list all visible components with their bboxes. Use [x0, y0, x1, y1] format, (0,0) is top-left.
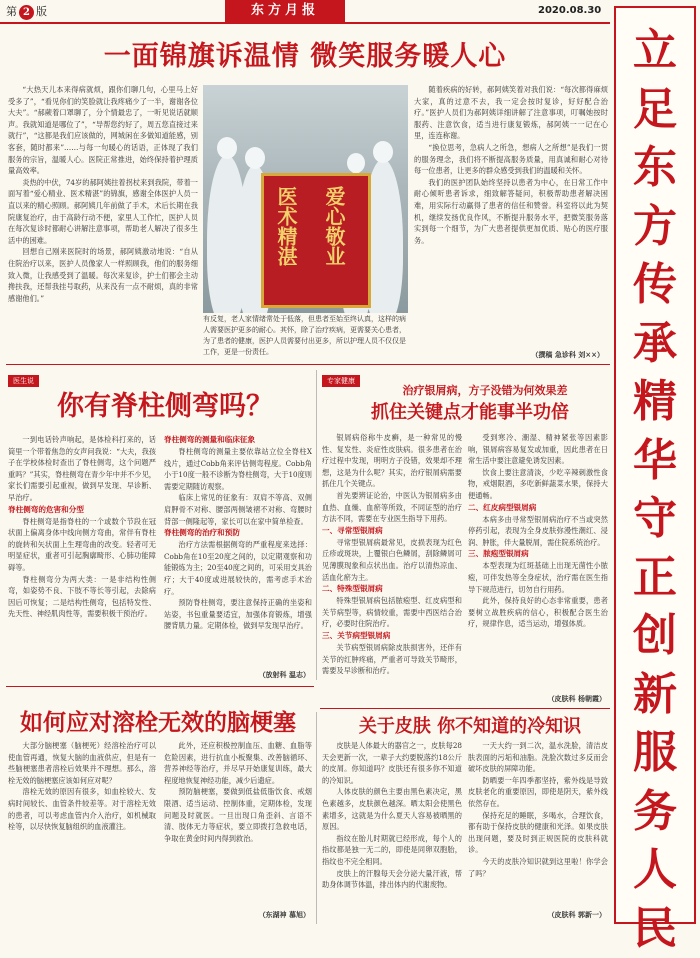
article3-sub4: 二、红皮病型银屑病	[468, 502, 608, 514]
article1-col1-p3: 回想自己刚来医院时的场景，郝阿姨激动地说：“自从住院治疗以来，医护人员像家人一样照顾我，他们的服务细致入微，让我感受到了温暖。每次来复诊，护士们都会主动搀扶我，还帮我挂号取药，从来没有一点不耐烦，真的非常感谢他们。”	[8, 246, 198, 304]
article5-col2-p3: 保持充足的睡眠，多喝水，合理饮食，都有助于保持皮肤的健康和光泽。如果皮肤出现问题，要及时到正规医院的皮肤科就诊。	[468, 810, 608, 856]
article1-col1-p1: “大热天儿本来得病就烦，跟你们聊几句，心里马上好受多了”，“看见你们的笑脸就让我疼痛少了一半，谢谢各位大夫”。“郝蕨着口罩聊了，分个情最忠了，一听见说话就顺声。我就知道是哪位了”，“导帮您约好了，周五您直接过来就行”，“这都是我们应该做的，网城闲在多做知道能感，别客套，随时都来”……与每一句暖心的话语，正体现了我们服务的宗旨，温暖人心。医院正常推进，始终保持着护理质量高效率。	[8, 84, 198, 177]
article4-headline: 如何应对溶栓无效的脑梗塞	[8, 704, 308, 737]
article1-col2-p3: 我们的医护团队始终坚持以患者为中心，在日常工作中耐心倾听患者诉求，细致解答疑问，积极帮助患者解决困难，用实际行动赢得了患者的信任和赞誉。科室将以此为契机，继续发扬优良作风，不断提升服务水平，把微笑服务落实到每一个细节，为广大患者提供更加优质、贴心的医疗服务。	[414, 177, 608, 247]
article3-sub1: 一、寻常型银屑病	[322, 525, 462, 537]
slogan-char: 精	[633, 373, 677, 432]
article2-tag-box	[8, 368, 39, 384]
article3-p1: 银屑病俗称牛皮癣，是一种常见的慢性、复发性、炎症性皮肤病。很多患者在治疗过程中发现，明明方子没错，效果却不理想，这是为什么呢？其实，治疗银屑病需要抓住几个关键点。	[322, 432, 462, 490]
article1-col1-p2: 炎热的中伏，74岁的郝阿姨拄着拐杖来到我院，带着一面写着“爱心精业、医术精湛”的锦旗，感谢全体医护人员一直以来的精心照顾。郝阿姨几年前做了手术，术后长期在我院康复治疗，由于高龄行动不便，家里人工作忙，医护人员在每次复诊时都耐心讲解注意事项，帮助老人解决了很多生活中的困难。	[8, 177, 198, 247]
article1-col2	[414, 84, 608, 334]
article3-p4: 特殊型银屑病包括脓疱型、红皮病型和关节病型等，病情较重，需要中西医结合治疗，必要时住院治疗。	[322, 595, 462, 630]
article3-headline: 抓住关键点才能事半功倍	[330, 398, 610, 424]
article1-signature: （撰稿 急诊科 刘××）	[414, 350, 604, 360]
person-head	[217, 137, 237, 159]
slogan-char: 承	[633, 315, 677, 374]
article4-col2	[164, 740, 312, 908]
silk-banner	[261, 173, 371, 308]
issue-date: 2020.08.30	[538, 5, 601, 16]
slogan-char: 民	[633, 900, 677, 958]
article3-col2-p3: 此外，保持良好的心态非常重要，患者要树立战胜疾病的信心，积极配合医生治疗，规律作息，适当运动，增强体质。	[468, 595, 608, 630]
slogan-char: 服	[633, 724, 677, 783]
section-divider	[6, 686, 314, 687]
article3-col2-p1: 受到寒冷、潮湿、精神紧张等因素影响，银屑病容易复发或加重，因此患者在日常生活中要注意避免诱发因素。	[468, 432, 608, 467]
banner-text-left: 医术精湛	[274, 186, 298, 266]
article3-p7: 本型表现为红斑基础上出现无菌性小脓疱，可伴发热等全身症状，治疗需在医生指导下规范进行，切勿自行用药。	[468, 560, 608, 595]
article3-p5: 关节病型银屑病除皮肤损害外，还伴有关节的红肿疼痛，严重者可导致关节畸形，需要及早诊断和治疗。	[322, 642, 462, 677]
article2-p4: 临床上常见的征象有：双肩不等高、双侧肩胛骨不对称、腰部两侧皱褶不对称、弯腰时背部一侧隆起等，家长可以在家中简单检查。	[164, 492, 312, 527]
article2-headline: 你有脊柱侧弯吗？	[30, 384, 300, 423]
article5-col1	[322, 740, 462, 924]
article3-col1	[322, 432, 462, 702]
slogan-char: 方	[633, 198, 677, 257]
article5-col1-p4: 皮肤上的汗腺每天会分泌大量汗液，帮助身体调节体温，排出体内的代谢废物。	[322, 868, 462, 891]
slogan-char: 务	[633, 783, 677, 842]
article3-p6: 本病多由寻常型银屑病治疗不当或突然停药引起，表现为全身皮肤弥漫性潮红、浸润、肿胀，伴大量脱屑，需住院系统治疗。	[468, 514, 608, 549]
slogan-char: 传	[633, 256, 677, 315]
article2-col2	[164, 434, 312, 666]
article3-col2-p2: 饮食上要注意清淡，少吃辛辣刺激性食物，戒烟限酒，多吃新鲜蔬菜水果，保持大便通畅。	[468, 467, 608, 502]
slogan-char: 人	[633, 841, 677, 900]
banner-text-right: 爱心敬业	[322, 186, 346, 266]
article3-kicker: 治疗银屑病，方子没错为何效果差	[360, 382, 610, 398]
article2-p6: 预防脊柱侧弯，要注意保持正确的坐姿和站姿，书包重量要适宜，加强体育锻炼，增强腰背肌力量。定期体检，做到早发现早治疗。	[164, 597, 312, 632]
article4-p4: 预防脑梗塞，要做到低盐低脂饮食、戒烟限酒、适当运动、控制体重，定期体检，发现问题及时就医。一旦出现口角歪斜、言语不清、肢体无力等症状，要立即拨打急救电话，争取在黄金时间内得到救治。	[164, 786, 312, 844]
article2-subhead2: 脊柱侧弯的测量和临床征象	[164, 434, 312, 446]
article3-sub2: 二、特殊型银屑病	[322, 583, 462, 595]
article2-p1: 脊柱侧弯是指脊柱的一个或数个节段在冠状面上偏离身体中线向侧方弯曲，常伴有脊柱的旋转和矢状面上生理弯曲的改变。轻者可无明显症状，重者可引起胸廓畸形、心肺功能障碍等。	[8, 516, 156, 574]
page-number: 2	[19, 5, 34, 20]
article1-col2-p1: 随着疾病的好转，郝阿姨笑着对我们说：“每次都得麻烦大家，真的过意不去，我一定会按时复诊，好好配合治疗。”医护人员们为郝阿姨详细讲解了注意事项，叮嘱她按时服药、注意饮食，适当进行康复锻炼，郝阿姨一一记在心里，连连称谢。	[414, 84, 608, 142]
article5-col1-p3: 指纹在胎儿时期就已经形成，每个人的指纹都是独一无二的，即使是同卵双胞胎，指纹也不完全相同。	[322, 833, 462, 868]
article1-col1	[8, 84, 198, 374]
slogan-char: 华	[633, 432, 677, 491]
section-divider	[320, 708, 610, 709]
article4-signature: （东湖神 慕旭）	[164, 910, 310, 920]
page-label	[6, 3, 47, 20]
page-prefix: 第	[6, 5, 17, 18]
article3-sub3: 三、关节病型银屑病	[322, 630, 462, 642]
article4-p3: 此外，还应积极控制血压、血糖、血脂等危险因素，进行抗血小板聚集、改善脑循环、营养神经等治疗，并尽早开始康复训练，最大程度地恢复神经功能，减少后遗症。	[164, 740, 312, 786]
article3-tag-box	[322, 368, 360, 384]
slogan-char: 足	[633, 81, 677, 140]
article2-col1	[8, 434, 156, 682]
slogan-char: 新	[633, 666, 677, 725]
article2-p5: 治疗方法需根据侧弯的严重程度来选择：Cobb角在10至20度之间的，以定期观察和功能锻炼为主；20至40度之间的，可采用支具治疗；大于40度或进展较快的，需考虑手术治疗。	[164, 539, 312, 597]
article5-signature: （皮肤科 郭新一）	[468, 910, 606, 920]
slogan-char: 守	[633, 490, 677, 549]
article1-headline: 一面锦旗诉温情 微笑服务暖人心	[0, 34, 610, 73]
person-head	[347, 153, 365, 173]
article5-col1-p1: 皮肤是人体最大的器官之一，皮肤每28天会更新一次，一辈子大约要脱落约18公斤的皮屑。你知道吗？皮肤还有很多你不知道的冷知识。	[322, 740, 462, 786]
article1-col2-p2: “换位思考，急病人之所急，想病人之所想”是我们一贯的服务理念，我们将不断提高服务质量，用真诚和耐心对待每一位患者，让更多的群众感受到我们的温暖和关怀。	[414, 142, 608, 177]
vertical-slogan	[616, 22, 694, 958]
slogan-char: 正	[633, 549, 677, 608]
article4-p1: 大部分脑梗塞（脑梗死）经溶栓治疗可以使血管再通，恢复大脑的血液供应，但是有一些脑梗塞患者溶栓后效果并不理想。那么，溶栓无效的脑梗塞应该如何应对呢？	[8, 740, 156, 786]
section-divider	[6, 364, 610, 365]
article3-tag: 专家健康	[322, 375, 360, 387]
article4-col1	[8, 740, 156, 924]
article2-tag: 医生说	[8, 375, 39, 387]
article5-col1-p2: 人体皮肤的颜色主要由黑色素决定，黑色素越多，皮肤颜色越深。晒太阳会使黑色素增多，这就是为什么夏天人容易被晒黑的原因。	[322, 786, 462, 832]
article3-signature: （皮肤科 杨朝霞）	[468, 694, 606, 704]
article2-signature: （放射科 温志）	[164, 670, 310, 680]
article5-col2-p1: 一天大约一到二次，温水洗脸，清洁皮肤表面的污垢和油脂。洗脸次数过多反而会破坏皮肤的屏障功能。	[468, 740, 608, 775]
page-suffix: 版	[36, 5, 47, 18]
article2-intro: 一到电话铃声响起，是体检科打来的，话筒里一个带着焦急的女声问我说：“大夫，我孩子在学校体检时查出了脊柱侧弯，这个问题严重吗？”其实，脊柱侧弯在青少年中并不少见，家长们需要引起重视，做到早发现、早诊断、早治疗。	[8, 434, 156, 504]
article4-p2: 溶栓无效的原因有很多，如血栓较大、发病时间较长、血管条件较差等。对于溶栓无效的患者，可以考虑血管内介入治疗，如机械取栓等，以尽快恢复脑组织的血液灌注。	[8, 786, 156, 832]
award-photo	[203, 85, 408, 313]
article5-ending: 今天的皮肤冷知识就到这里啦！你学会了吗？	[468, 856, 608, 879]
photo-caption: 有反复，老人家情绪常处于低落，但患者至始至终认真，这样的病人需要医护更多的耐心。其怀，除了治疗疾病，更需要关心患者，为了患者的健康，医护人员需要付出更多，所以护理人员不仅仅是工作，更是一份责任。	[203, 314, 408, 358]
article2-subhead3: 脊柱侧弯的治疗和预防	[164, 527, 312, 539]
article2-p3: 脊柱侧弯的测量主要依靠站立位全脊柱X线片，通过Cobb角来评估侧弯程度。Cobb角小于10度一般不诊断为脊柱侧弯，大于10度则需要定期随访观察。	[164, 446, 312, 492]
article5-col2	[468, 740, 608, 906]
article3-p3: 寻常型银屑病最常见，皮损表现为红色丘疹或斑块，上覆银白色鳞屑，刮除鳞屑可见薄膜现象和点状出血。治疗以清热凉血、活血化瘀为主。	[322, 537, 462, 583]
article3-col2	[468, 432, 608, 690]
column-divider	[316, 370, 317, 680]
slogan-char: 创	[633, 607, 677, 666]
masthead: 东方月报	[225, 0, 345, 22]
article2-subhead1: 脊柱侧弯的危害和分型	[8, 504, 156, 516]
article5-col2-p2: 防晒要一年四季都坚持，紫外线是导致皮肤老化的重要原因，即使是阴天，紫外线依然存在。	[468, 775, 608, 810]
column-divider	[316, 712, 317, 924]
slogan-sidebar	[614, 6, 696, 924]
article5-headline: 关于皮肤 你不知道的冷知识	[330, 712, 610, 738]
slogan-char: 立	[633, 22, 677, 81]
article3-p2: 首先要辨证论治，中医认为银屑病多由血热、血燥、血瘀等所致，不同证型的治疗方法不同，需要在专业医生指导下用药。	[322, 490, 462, 525]
slogan-char: 东	[633, 139, 677, 198]
person-head	[245, 147, 265, 169]
person-head	[373, 141, 393, 163]
article3-sub5: 三、脓疱型银屑病	[468, 548, 608, 560]
article2-p2: 脊柱侧弯分为两大类：一是非结构性侧弯，如姿势不良、下肢不等长等引起，去除病因后可恢复；二是结构性侧弯，包括特发性、先天性、神经肌肉性等，需要积极干预治疗。	[8, 574, 156, 620]
